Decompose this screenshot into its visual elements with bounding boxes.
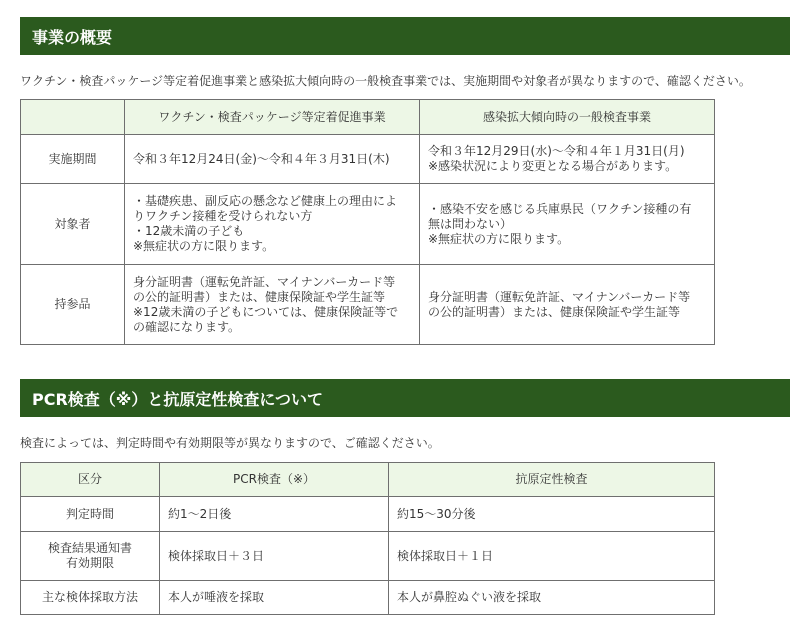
table-row (21, 265, 715, 345)
section-title: 事業の概要 (32, 27, 113, 47)
table-cell: 本人が鼻腔ぬぐい液を採取 (389, 581, 715, 615)
table-header-row (21, 463, 715, 497)
table-cell: 約1〜2日後 (160, 497, 389, 532)
header-cell: 感染拡大傾向時の一般検査事業 (420, 100, 715, 135)
row-label: 持参品 (21, 265, 125, 345)
cell-text: の公的証明書）または、健康保険証や学生証等 (428, 304, 681, 319)
table-cell: 検体採取日＋３日 (160, 532, 389, 581)
cell-text: りワクチン接種を受けられない方 (133, 209, 313, 223)
row-label: 実施期間 (21, 135, 125, 184)
cell-text: の確認になります。 (133, 319, 241, 334)
cell-text: ※12歳未満の子どもについては、健康保険証等で (133, 304, 399, 319)
table-cell (420, 135, 715, 184)
cell-text: ・基礎疾患、副反応の懸念など健康上の理由によ (133, 194, 398, 208)
label-text: 有効期限 (65, 556, 114, 570)
header-cell: ワクチン・検査パッケージ等定着促進事業 (125, 100, 420, 135)
row-label (21, 532, 160, 581)
row-label: 対象者 (21, 184, 125, 265)
table-header-row (21, 100, 715, 135)
row-label (21, 497, 160, 532)
table-row (21, 497, 715, 532)
cell-text: 令和３年12月29日(水)〜令和４年１月31日(月) (428, 144, 685, 158)
cell-text: ※無症状の方に限ります。 (428, 231, 570, 246)
header-cell: PCR検査（※） (160, 463, 389, 497)
section-title: PCR検査（※）と抗原定性検査について (32, 389, 324, 409)
table-cell (420, 184, 715, 265)
cell-text: ・感染不安を感じる兵庫県民（ワクチン接種の有 (428, 201, 692, 216)
table-cell: 検体採取日＋１日 (389, 532, 715, 581)
cell-text: ※無症状の方に限ります。 (133, 239, 275, 253)
section-header-pcr (20, 379, 790, 417)
header-cell (21, 100, 125, 135)
label-text: 判定時間 (65, 506, 114, 521)
cell-text: 無は問わない） (428, 216, 513, 231)
cell-text: ※感染状況により変更となる場合があります。 (428, 159, 678, 173)
overview-table (20, 99, 715, 345)
intro-text: ワクチン・検査パッケージ等定着促進事業と感染拡大傾向時の一般検査事業では、実施期間や対象者が異なりますので、確認ください。 (20, 74, 751, 88)
intro-text: 検査によっては、判定時間や有効期限等が異なりますので、ご確認ください。 (20, 436, 440, 450)
test-comparison-table (20, 462, 715, 615)
row-label (21, 581, 160, 615)
table-cell (125, 135, 420, 184)
table-row (21, 581, 715, 615)
label-text: 検査結果通知書 (47, 541, 132, 555)
cell-text: 身分証明書（運転免許証、マイナンバーカード等 (428, 289, 691, 304)
table-cell (420, 265, 715, 345)
cell-text: 令和３年12月24日(金)〜令和４年３月31日(木) (133, 151, 390, 166)
table-cell: 約15〜30分後 (389, 497, 715, 532)
table-cell (125, 265, 420, 345)
header-cell: 区分 (21, 463, 160, 497)
cell-text: ・12歳未満の子ども (133, 224, 245, 238)
table-cell (125, 184, 420, 265)
section-header-overview (20, 17, 790, 55)
header-cell: 抗原定性検査 (389, 463, 715, 497)
table-row (21, 184, 715, 265)
table-row (21, 532, 715, 581)
cell-text: の公的証明書）または、健康保険証や学生証等 (133, 289, 386, 304)
table-cell: 本人が唾液を採取 (160, 581, 389, 615)
table-row (21, 135, 715, 184)
label-text: 主な検体採取方法 (41, 590, 138, 604)
cell-text: 身分証明書（運転免許証、マイナンバーカード等 (133, 274, 396, 289)
